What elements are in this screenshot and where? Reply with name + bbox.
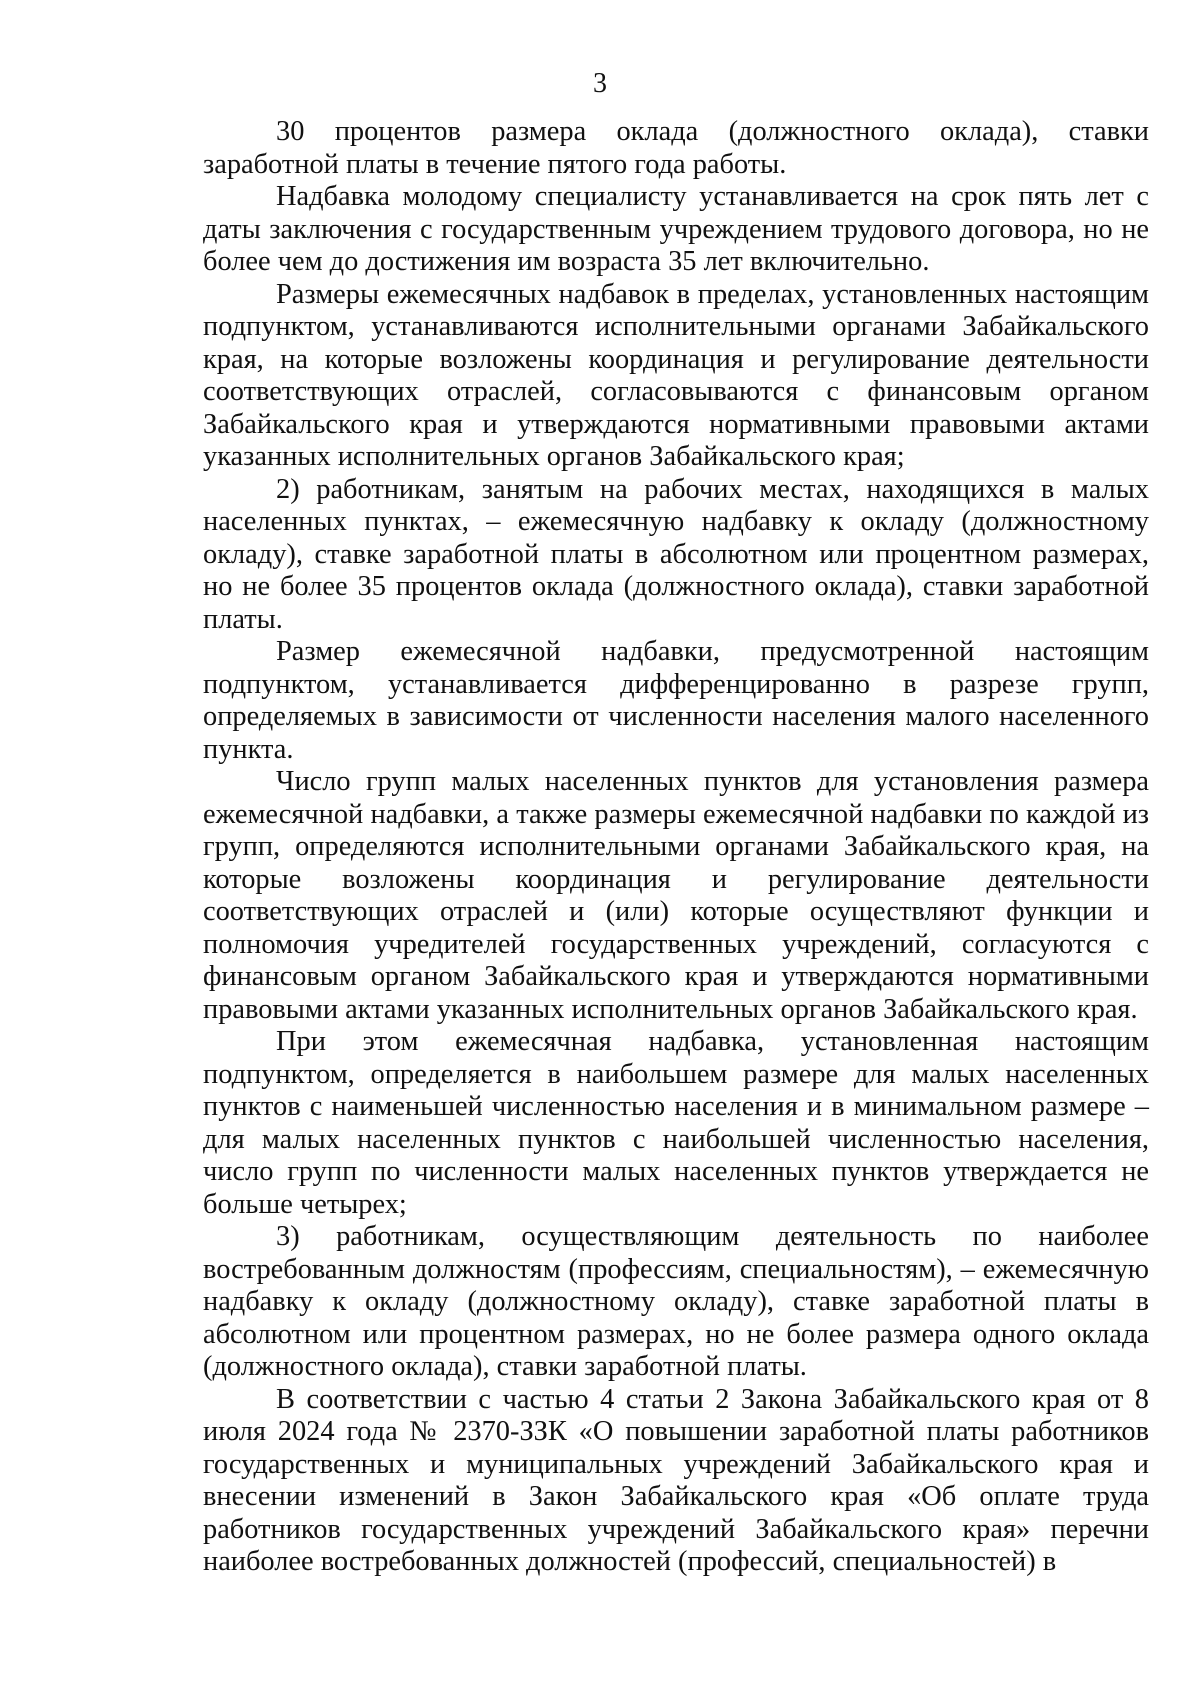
paragraph-number-of-groups: Число групп малых населенных пунктов для установления размера ежемесячной надбавки, а также размеры ежемесячной надбавки по каждой из групп, определяются исполнительными органами Забайкальского края, на которые возложены координация и регулирование деятельности соответствующих отраслей и (или) которые осуществляют функции и полномочия учредителей государственных учреждений, согласуются с финансовым органом Забайкальского края и утверждаются нормативными правовыми актами указанных исполнительных органов Забайкальского края. <box>203 766 1149 1025</box>
document-body <box>203 116 1149 1579</box>
page-number: 3 <box>593 68 607 99</box>
paragraph-differentiated-size: Размер ежемесячной надбавки, предусмотренной настоящим подпунктом, устанавливается дифференцированно в разрезе групп, определяемых в зависимости от численности населения малого населенного пункта. <box>203 636 1149 765</box>
paragraph-continuation: 30 процентов размера оклада (должностного оклада), ставки заработной платы в течение пятого года работы. <box>203 116 1149 180</box>
paragraph-item-2-small-settlements: 2) работникам, занятым на рабочих местах, находящихся в малых населенных пунктах, – ежемесячную надбавку к окладу (должностному окладу), ставке заработной платы в абсолютном или процентном размерах, но не более 35 процентов оклада (должностного оклада), ставки заработной платы. <box>203 473 1149 635</box>
paragraph-law-reference: В соответствии с частью 4 статьи 2 Закона Забайкальского края от 8 июля 2024 года № 2370-ЗЗК «О повышении заработной платы работников государственных и муниципальных учреждений Забайкальского края и внесении изменений в Закон Забайкальского края «Об оплате труда работников государственных учреждений Забайкальского края» перечни наиболее востребованных должностей (профессий, специальностей) в <box>203 1383 1149 1577</box>
paragraph-max-min-allowance: При этом ежемесячная надбавка, установленная настоящим подпунктом, определяется в наибольшем размере для малых населенных пунктов с наименьшей численностью населения и в минимальном размере – для малых населенных пунктов с наибольшей численностью населения, число групп по численности малых населенных пунктов утверждается не больше четырех; <box>203 1026 1149 1220</box>
paragraph-young-specialist-term: Надбавка молодому специалисту устанавливается на срок пять лет с даты заключения с государственным учреждением трудового договора, но не более чем до достижения им возраста 35 лет включительно. <box>203 181 1149 277</box>
paragraph-item-3-demanded-positions: 3) работникам, осуществляющим деятельность по наиболее востребованным должностям (профессиям, специальностям), – ежемесячную надбавку к окладу (должностному окладу), ставке заработной платы в абсолютном или процентном размерах, но не более размера одного оклада (должностного оклада), ставки заработной платы. <box>203 1221 1149 1382</box>
paragraph-allowance-sizes: Размеры ежемесячных надбавок в пределах, установленных настоящим подпунктом, устанавливаются исполнительными органами Забайкальского края, на которые возложены координация и регулирование деятельности соответствующих отраслей, согласовываются с финансовым органом Забайкальского края и утверждаются нормативными правовыми актами указанных исполнительных органов Забайкальского края; <box>203 278 1149 472</box>
